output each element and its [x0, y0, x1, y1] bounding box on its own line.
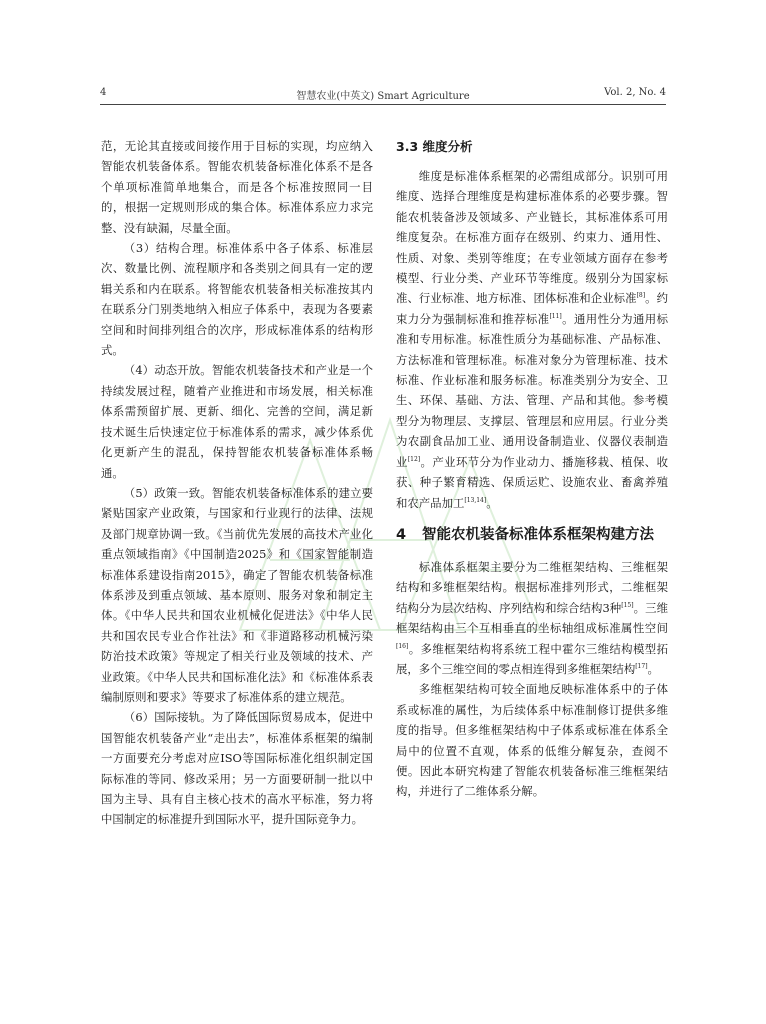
citation: [15]	[621, 601, 634, 609]
section-title: 智能农机装备标准体系框架构建方法	[422, 526, 654, 543]
citation: [17]	[635, 663, 648, 671]
section-number: 4	[396, 526, 407, 543]
citation: [8]	[636, 292, 646, 300]
paragraph-dimension-analysis: 维度是标准体系框架的必需组成部分。识别可用维度、选择合理维度是构建标准体系的必要步骤。智能农机装备涉及领域多、产业链长，其标准体系可用维度复杂。在标准方面存在级别、约束力、通用性、性质、对象、类别等维度；在专业领域方面存在参考模型、行业分类、产业环节等维度。级别分为国家标准、行业标准、地方标准、团体标准和企业标准[8]。约束力分为强制标准和推荐标准[11]。通用性分为通用标准和专用标准。标准性质分为基础标准、产品标准、方法标准和管理标准。标准对象分为管理标准、技术标准、作业标准和服务标准。标准类别分为安全、卫生、环保、基础、方法、管理、产品和其他。参考模型分为物理层、支撑层、管理层和应用层。行业分类为农副食品加工业、通用设备制造业、仪器仪表制造业[12]。产业环节分为作业动力、播施移栽、植保、收获、种子繁育精选、保质运贮、设施农业、畜禽养殖和农产品加工[13,14]。	[396, 169, 668, 510]
paragraph-international: （6）国际接轨。为了降低国际贸易成本，促进中国智能农机装备产业“走出去”，标准体系框架的编制一方面要充分考虑对应ISO等国际标准化组织制定国际标准的等同、修改采用；另一方面要研制一批以中国为主导、具有自主核心技术的高水平标准，努力将中国制定的标准提升到国际水平，提升国际竞争力。	[101, 710, 373, 827]
paragraph-framework-types: 标准体系框架主要分为二维框架结构、三维框架结构和多维框架结构。根据标准排列形式，二维框架结构分为层次结构、序列结构和综合结构3种[15]。三维框架结构由三个互相垂直的坐标轴组成标准属性空间[16]。多维框架结构将系统工程中霍尔三维结构模型拓展，多个三维空间的零点相连得到多维框架结构[17]。	[396, 559, 668, 676]
journal-title: 智慧农业(中英文) Smart Agriculture	[296, 91, 470, 102]
paragraph-dynamic-open: （4）动态开放。智能农机装备技术和产业是一个持续发展过程，随着产业推进和市场发展，相关标准体系需预留扩展、更新、细化、完善的空间，满足新技术诞生后快速定位于标准体系的需求，减少体系优化更新产生的混乱，保持智能农机装备标准体系畅通。	[101, 363, 373, 480]
paragraph-multidimensional: 多维框架结构可较全面地反映标准体系中的子体系或标准的属性，为后续体系中标准制修订提供多维度的指导。但多维框架结构中子体系或标准在体系全局中的位置不直观，体系的低维分解复杂，查阅不便。因此本研究构建了智能农机装备标准三维框架结构，并进行了二维体系分解。	[396, 682, 668, 799]
paragraph-completeness-cont: 范，无论其直接或间接作用于目标的实现，均应纳入智能农机装备体系。智能农机装备标准化体系不是各个单项标准简单地集合，而是各个标准按照同一目的，根据一定规则形成的集合体。标准体系应力求完整、没有缺漏，尽量全面。	[101, 139, 373, 235]
left-column	[101, 136, 373, 830]
page-header	[100, 87, 666, 103]
header-rule	[100, 104, 666, 105]
citation: [11]	[549, 313, 562, 321]
citation: [12]	[407, 455, 421, 463]
right-column	[396, 136, 668, 802]
citation: [16]	[396, 642, 409, 650]
page-number: 4	[100, 87, 107, 98]
volume-info: Vol. 2, No. 4	[604, 87, 666, 98]
citation: [13,14]	[464, 496, 487, 504]
section-heading-3-3: 3.3 维度分析	[396, 139, 473, 154]
section-heading-4	[396, 523, 668, 547]
paragraph-policy-consistency: （5）政策一致。智能农机装备标准体系的建立要紧贴国家产业政策，与国家和行业现行的法律、法规及部门规章协调一致。《当前优先发展的高技术产业化重点领域指南》《中国制造2025》和《国家智能制造标准体系建设指南2015》，确定了智能农机装备标准体系涉及到重点领域、基本原则、服务对象和制定主体。《中华人民共和国农业机械化促进法》《中华人民共和国农民专业合作社法》和《非道路移动机械污染防治技术政策》等规定了相关行业及领域的技术、产业政策。《中华人民共和国标准化法》和《标准体系表编制原则和要求》等要求了标准体系的建立规范。	[101, 485, 373, 704]
paragraph-structure: （3）结构合理。标准体系中各子体系、标准层次、数量比例、流程顺序和各类别之间具有一定的逻辑关系和内在联系。将智能农机装备相关标准按其内在联系分门别类地纳入相应子体系中，表现为各要素空间和时间排列组合的次序，形成标准体系的结构形式。	[101, 241, 373, 358]
